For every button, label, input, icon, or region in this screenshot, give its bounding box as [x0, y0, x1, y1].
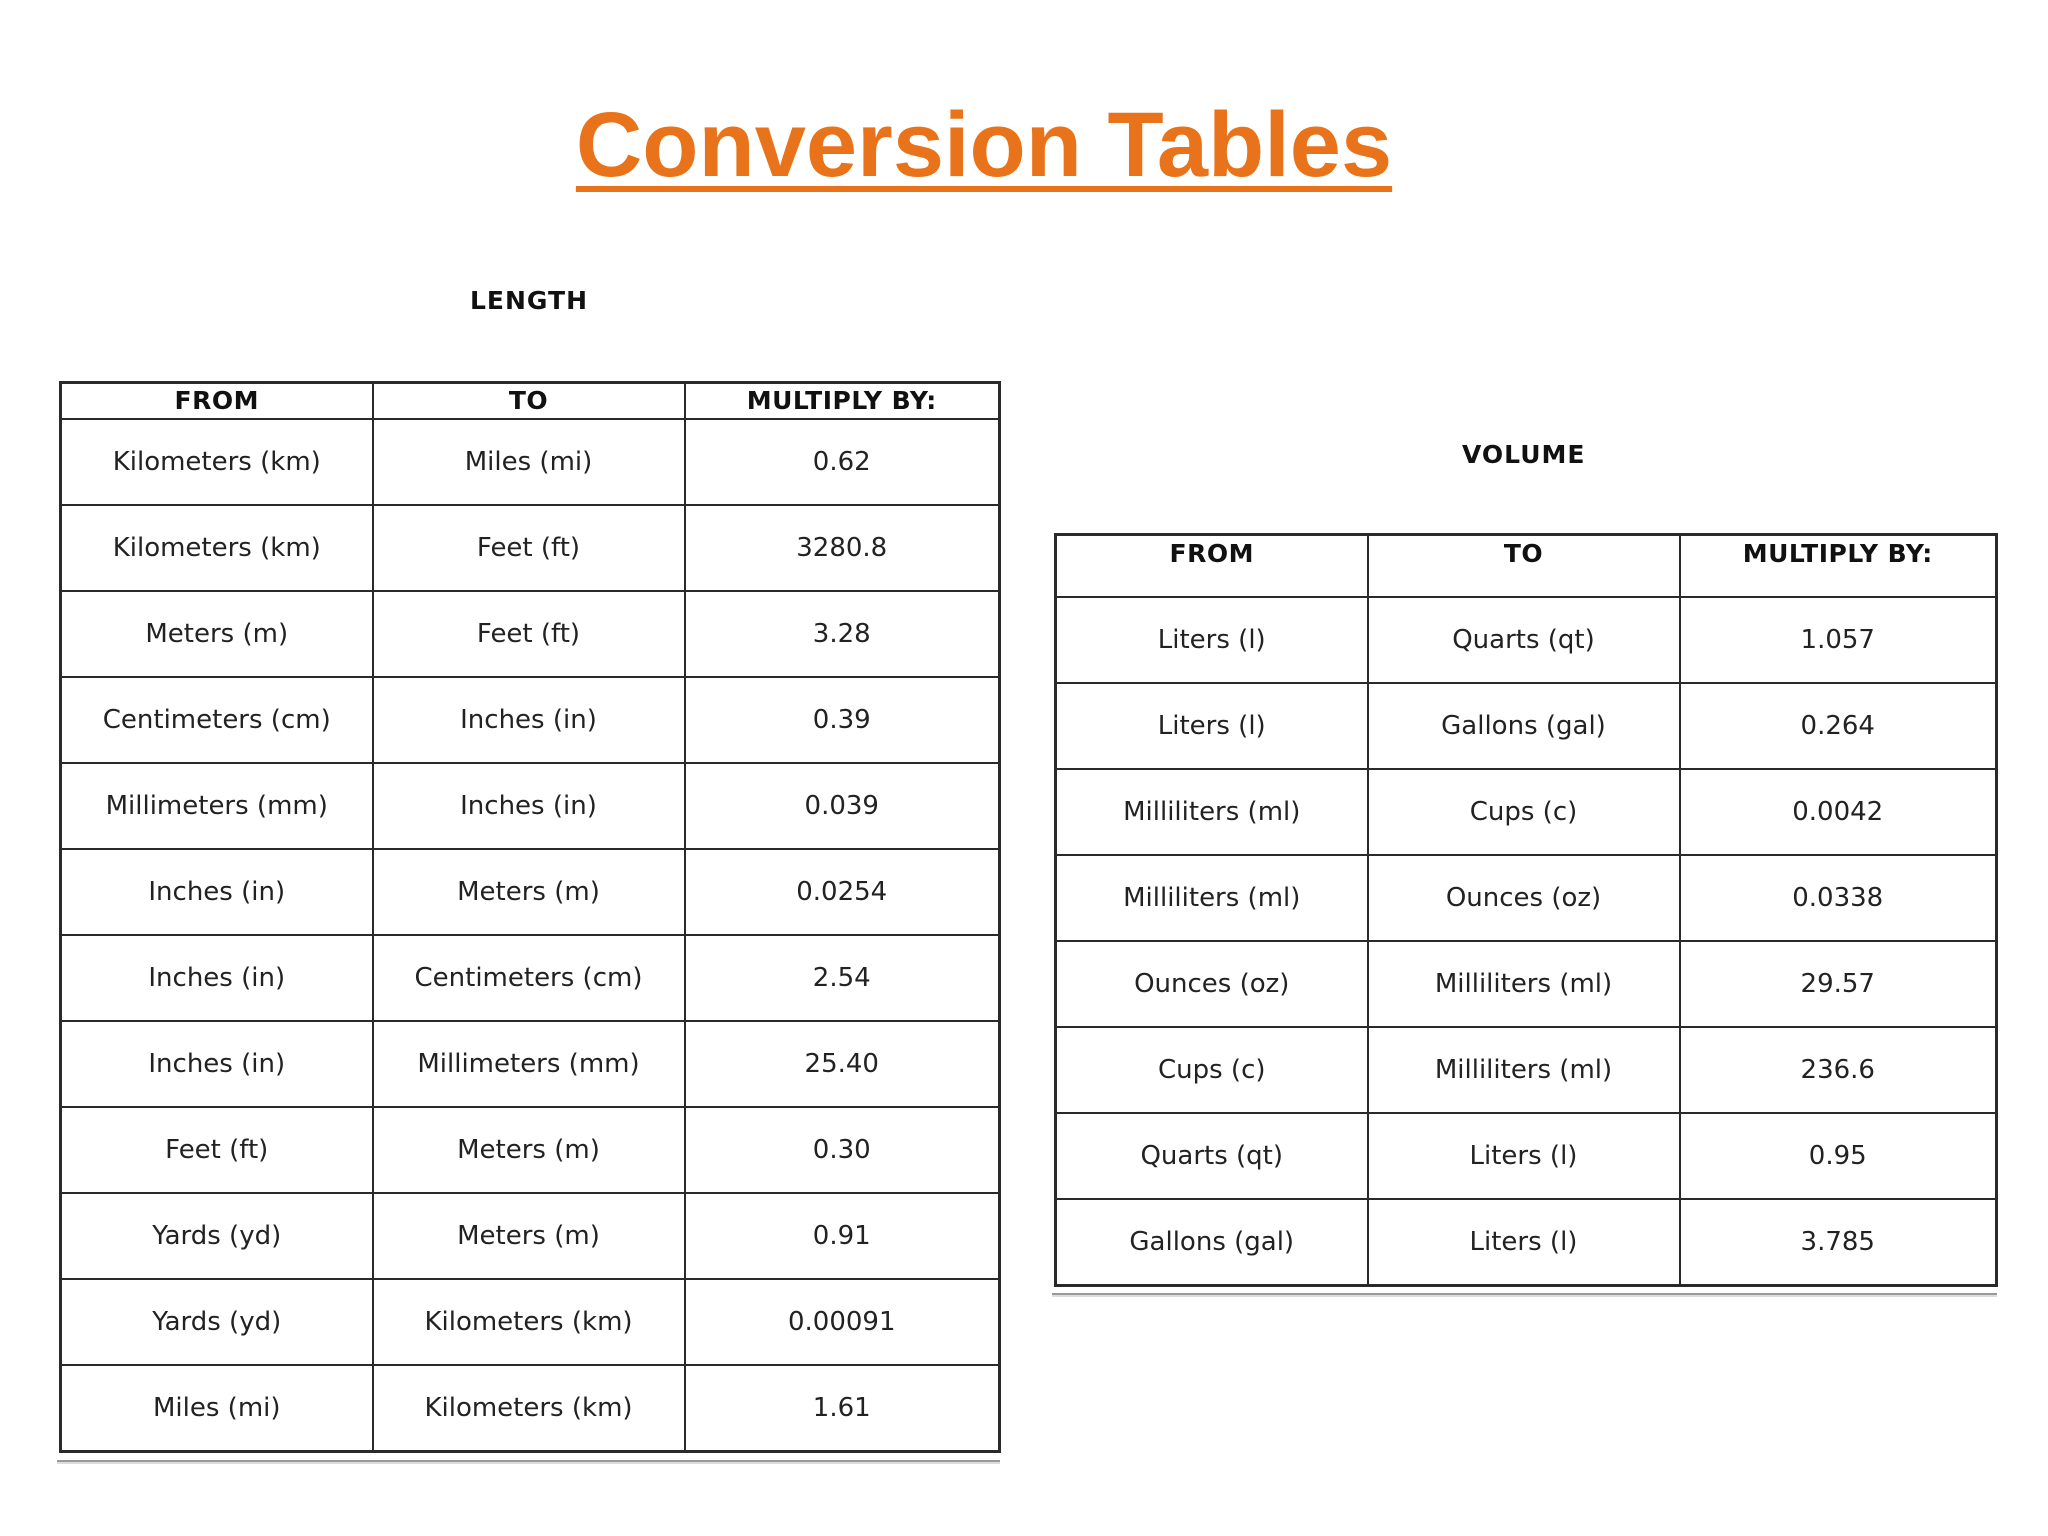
page-title: [0, 90, 1968, 200]
length-table: [59, 381, 1001, 1453]
volume-cell-multiply: 236.6: [1680, 1027, 1997, 1113]
table-row: [1056, 1199, 1997, 1286]
length-cell-from: Yards (yd): [61, 1193, 373, 1279]
length-cell-to: Kilometers (km): [373, 1279, 685, 1365]
length-cell-from: Inches (in): [61, 935, 373, 1021]
length-cell-multiply: 0.91: [685, 1193, 1000, 1279]
length-header-from: FROM: [61, 383, 373, 420]
length-cell-from: Millimeters (mm): [61, 763, 373, 849]
length-header-to: TO: [373, 383, 685, 420]
table-row: [61, 849, 1000, 935]
table-row: [1056, 597, 1997, 683]
volume-cell-multiply: 1.057: [1680, 597, 1997, 683]
volume-cell-multiply: 29.57: [1680, 941, 1997, 1027]
length-cell-from: Inches (in): [61, 849, 373, 935]
table-row: [1056, 855, 1997, 941]
length-cell-to: Meters (m): [373, 849, 685, 935]
length-bottom-rule: [57, 1460, 1000, 1462]
length-cell-multiply: 0.30: [685, 1107, 1000, 1193]
volume-cell-to: Milliliters (ml): [1368, 941, 1680, 1027]
table-row: [61, 1021, 1000, 1107]
length-cell-multiply: 0.039: [685, 763, 1000, 849]
length-cell-multiply: 0.39: [685, 677, 1000, 763]
volume-cell-multiply: 0.0042: [1680, 769, 1997, 855]
volume-header-to: TO: [1368, 535, 1680, 598]
length-cell-from: Inches (in): [61, 1021, 373, 1107]
volume-cell-to: Liters (l): [1368, 1199, 1680, 1286]
volume-cell-from: Liters (l): [1056, 683, 1368, 769]
volume-cell-from: Gallons (gal): [1056, 1199, 1368, 1286]
volume-cell-to: Cups (c): [1368, 769, 1680, 855]
volume-cell-multiply: 3.785: [1680, 1199, 1997, 1286]
length-cell-from: Yards (yd): [61, 1279, 373, 1365]
volume-cell-to: Quarts (qt): [1368, 597, 1680, 683]
length-cell-to: Feet (ft): [373, 505, 685, 591]
table-row: [1056, 941, 1997, 1027]
length-cell-to: Inches (in): [373, 763, 685, 849]
volume-cell-from: Milliliters (ml): [1056, 769, 1368, 855]
table-row: [61, 505, 1000, 591]
length-cell-to: Millimeters (mm): [373, 1021, 685, 1107]
length-cell-multiply: 3.28: [685, 591, 1000, 677]
length-header-multiply: MULTIPLY BY:: [685, 383, 1000, 420]
table-row: [1056, 683, 1997, 769]
length-cell-multiply: 0.00091: [685, 1279, 1000, 1365]
table-row: [61, 935, 1000, 1021]
table-row: [1056, 1027, 1997, 1113]
table-row: [61, 1365, 1000, 1452]
length-cell-multiply: 3280.8: [685, 505, 1000, 591]
length-cell-multiply: 1.61: [685, 1365, 1000, 1452]
length-cell-from: Meters (m): [61, 591, 373, 677]
length-cell-to: Kilometers (km): [373, 1365, 685, 1452]
table-row: [61, 1193, 1000, 1279]
table-row: [1056, 1113, 1997, 1199]
length-cell-to: Meters (m): [373, 1107, 685, 1193]
length-section-label: LENGTH: [470, 286, 588, 315]
length-cell-from: Miles (mi): [61, 1365, 373, 1452]
length-header-row: [61, 383, 1000, 420]
length-cell-multiply: 2.54: [685, 935, 1000, 1021]
table-row: [61, 591, 1000, 677]
volume-cell-from: Quarts (qt): [1056, 1113, 1368, 1199]
volume-cell-to: Gallons (gal): [1368, 683, 1680, 769]
table-row: [61, 1107, 1000, 1193]
length-cell-to: Inches (in): [373, 677, 685, 763]
length-cell-from: Feet (ft): [61, 1107, 373, 1193]
length-cell-from: Kilometers (km): [61, 419, 373, 505]
volume-cell-from: Cups (c): [1056, 1027, 1368, 1113]
volume-cell-from: Milliliters (ml): [1056, 855, 1368, 941]
volume-table: [1054, 533, 1998, 1287]
length-cell-multiply: 0.0254: [685, 849, 1000, 935]
volume-bottom-rule: [1052, 1293, 1997, 1295]
table-row: [1056, 769, 1997, 855]
length-cell-multiply: 0.62: [685, 419, 1000, 505]
length-cell-to: Feet (ft): [373, 591, 685, 677]
page-title-text: Conversion Tables: [575, 94, 1393, 196]
volume-cell-from: Ounces (oz): [1056, 941, 1368, 1027]
length-cell-from: Kilometers (km): [61, 505, 373, 591]
volume-header-row: [1056, 535, 1997, 598]
volume-cell-multiply: 0.0338: [1680, 855, 1997, 941]
volume-cell-multiply: 0.264: [1680, 683, 1997, 769]
volume-cell-to: Liters (l): [1368, 1113, 1680, 1199]
table-row: [61, 763, 1000, 849]
volume-cell-multiply: 0.95: [1680, 1113, 1997, 1199]
volume-section-label: VOLUME: [1462, 440, 1586, 469]
length-cell-multiply: 25.40: [685, 1021, 1000, 1107]
volume-cell-to: Ounces (oz): [1368, 855, 1680, 941]
table-row: [61, 677, 1000, 763]
length-cell-to: Miles (mi): [373, 419, 685, 505]
volume-header-multiply: MULTIPLY BY:: [1680, 535, 1997, 598]
table-row: [61, 419, 1000, 505]
volume-cell-from: Liters (l): [1056, 597, 1368, 683]
length-cell-from: Centimeters (cm): [61, 677, 373, 763]
length-cell-to: Meters (m): [373, 1193, 685, 1279]
volume-cell-to: Milliliters (ml): [1368, 1027, 1680, 1113]
length-cell-to: Centimeters (cm): [373, 935, 685, 1021]
volume-header-from: FROM: [1056, 535, 1368, 598]
table-row: [61, 1279, 1000, 1365]
